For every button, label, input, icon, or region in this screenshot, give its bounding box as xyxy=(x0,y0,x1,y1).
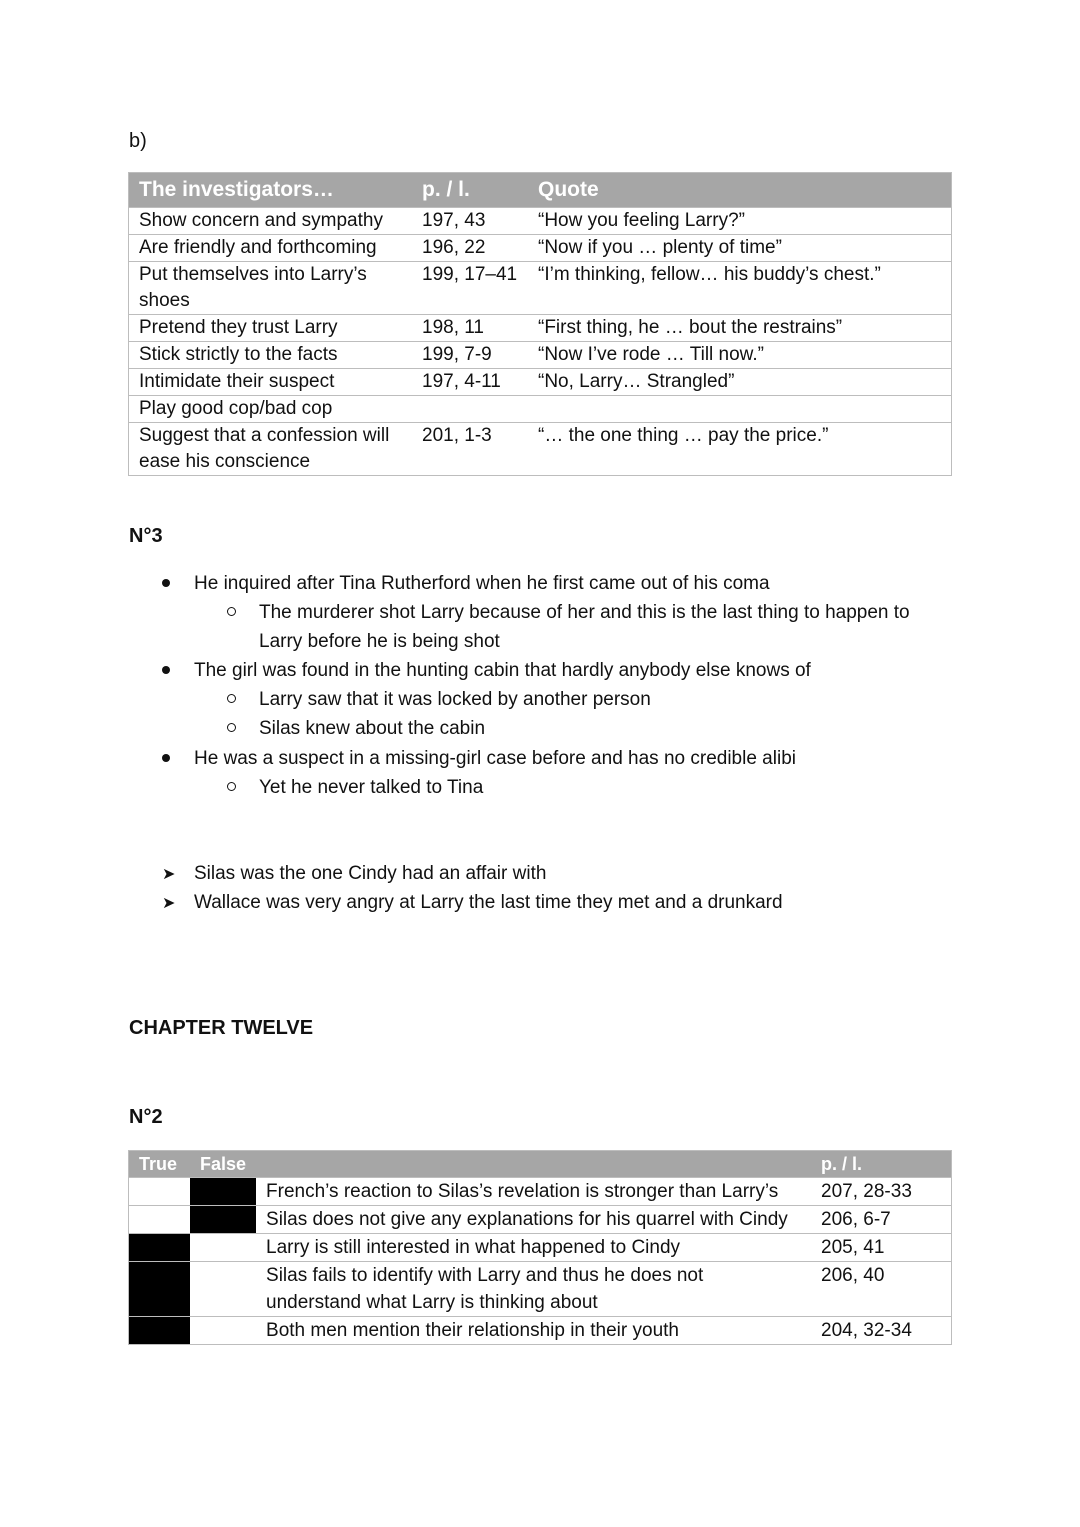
statement-cell: Larry is still interested in what happened to Cindy xyxy=(256,1234,811,1262)
arrow-bullet-icon: ➤ xyxy=(162,866,176,883)
col-header-quote: Quote xyxy=(528,173,952,208)
behavior-cell: Intimidate their suspect xyxy=(129,369,413,396)
ref-cell: 196, 22 xyxy=(412,235,528,262)
statement-cell: French’s reaction to Silas’s revelation is stronger than Larry’s xyxy=(256,1178,811,1206)
ref-cell: 197, 43 xyxy=(412,208,528,235)
table-row xyxy=(129,1262,952,1317)
list-item: The girl was found in the hunting cabin that hardly anybody else knows of xyxy=(194,660,811,681)
ref-cell: 201, 1-3 xyxy=(412,423,528,476)
col-header-statement xyxy=(256,1151,811,1178)
investigators-table xyxy=(128,172,952,476)
ref-cell: 207, 28-33 xyxy=(811,1178,951,1206)
behavior-cell: Play good cop/bad cop xyxy=(129,396,413,423)
table-row xyxy=(129,396,952,423)
col-header-ref: p. / l. xyxy=(811,1151,951,1178)
list-item: Yet he never talked to Tina xyxy=(259,777,484,798)
list-item: The murderer shot Larry because of her and this is the last thing to happen to xyxy=(259,602,910,623)
col-header-page-line: p. / l. xyxy=(412,173,528,208)
false-box xyxy=(190,1206,256,1234)
circle-bullet-icon xyxy=(227,694,236,703)
true-box xyxy=(129,1262,191,1317)
false-box xyxy=(190,1317,256,1345)
bullet-icon xyxy=(162,666,170,674)
circle-bullet-icon xyxy=(227,723,236,732)
behavior-cell: Suggest that a confession will ease his conscience xyxy=(129,423,413,476)
table-row xyxy=(129,235,952,262)
table-row xyxy=(129,369,952,396)
true-false-table xyxy=(128,1150,952,1345)
behavior-cell: Stick strictly to the facts xyxy=(129,342,413,369)
ref-cell: 204, 32-34 xyxy=(811,1317,951,1345)
true-box xyxy=(129,1234,191,1262)
arrow-bullet-icon: ➤ xyxy=(162,895,176,912)
true-box xyxy=(129,1178,191,1206)
circle-bullet-icon xyxy=(227,782,236,791)
quote-cell: “Now if you … plenty of time” xyxy=(528,235,952,262)
table-row xyxy=(129,1317,952,1345)
ref-cell: 199, 7-9 xyxy=(412,342,528,369)
false-box xyxy=(190,1234,256,1262)
circle-bullet-icon xyxy=(227,607,236,616)
behavior-cell: Show concern and sympathy xyxy=(129,208,413,235)
behavior-cell: Are friendly and forthcoming xyxy=(129,235,413,262)
quote-cell: “I’m thinking, fellow… his buddy’s chest.” xyxy=(528,262,952,315)
ref-cell: 205, 41 xyxy=(811,1234,951,1262)
table-row xyxy=(129,315,952,342)
col-header-true: True xyxy=(129,1151,191,1178)
quote-cell: “First thing, he … bout the restrains” xyxy=(528,315,952,342)
bullet-icon xyxy=(162,754,170,762)
ref-cell: 198, 11 xyxy=(412,315,528,342)
list-item: Larry saw that it was locked by another person xyxy=(259,689,651,710)
statement-cell: Silas fails to identify with Larry and thus he does not understand what Larry is thinking about xyxy=(256,1262,811,1317)
statement-cell: Silas does not give any explanations for his quarrel with Cindy xyxy=(256,1206,811,1234)
quote-cell: “Now I’ve rode … Till now.” xyxy=(528,342,952,369)
chapter-title: CHAPTER TWELVE xyxy=(129,1017,314,1039)
n2-heading: N°2 xyxy=(129,1106,163,1128)
true-box xyxy=(129,1317,191,1345)
table-row xyxy=(129,1234,952,1262)
list-item: Silas was the one Cindy had an affair with xyxy=(194,863,547,884)
quote-cell xyxy=(528,396,952,423)
ref-cell: 197, 4-11 xyxy=(412,369,528,396)
table-row xyxy=(129,262,952,315)
table-row xyxy=(129,1178,952,1206)
ref-cell: 206, 6-7 xyxy=(811,1206,951,1234)
table-row xyxy=(129,208,952,235)
list-item: He inquired after Tina Rutherford when he first came out of his coma xyxy=(194,573,770,594)
list-item: Silas knew about the cabin xyxy=(259,718,486,739)
col-header-false: False xyxy=(190,1151,256,1178)
n3-heading: N°3 xyxy=(129,525,163,547)
list-item: He was a suspect in a missing-girl case before and has no credible alibi xyxy=(194,748,796,769)
list-item: Wallace was very angry at Larry the last time they met and a drunkard xyxy=(194,892,783,913)
table-header-row xyxy=(129,1151,952,1178)
true-box xyxy=(129,1206,191,1234)
false-box xyxy=(190,1178,256,1206)
false-box xyxy=(190,1262,256,1317)
ref-cell: 199, 17–41 xyxy=(412,262,528,315)
bullet-icon xyxy=(162,579,170,587)
table-row xyxy=(129,423,952,476)
list-item: Larry before he is being shot xyxy=(259,631,500,652)
behavior-cell: Pretend they trust Larry xyxy=(129,315,413,342)
ref-cell xyxy=(412,396,528,423)
section-b-label: b) xyxy=(129,130,147,152)
ref-cell: 206, 40 xyxy=(811,1262,951,1317)
quote-cell: “… the one thing … pay the price.” xyxy=(528,423,952,476)
behavior-cell: Put themselves into Larry’s shoes xyxy=(129,262,413,315)
quote-cell: “How you feeling Larry?” xyxy=(528,208,952,235)
table-row xyxy=(129,1206,952,1234)
statement-cell: Both men mention their relationship in their youth xyxy=(256,1317,811,1345)
col-header-investigators: The investigators… xyxy=(129,173,413,208)
table-row xyxy=(129,342,952,369)
quote-cell: “No, Larry… Strangled” xyxy=(528,369,952,396)
table-header-row xyxy=(129,173,952,208)
